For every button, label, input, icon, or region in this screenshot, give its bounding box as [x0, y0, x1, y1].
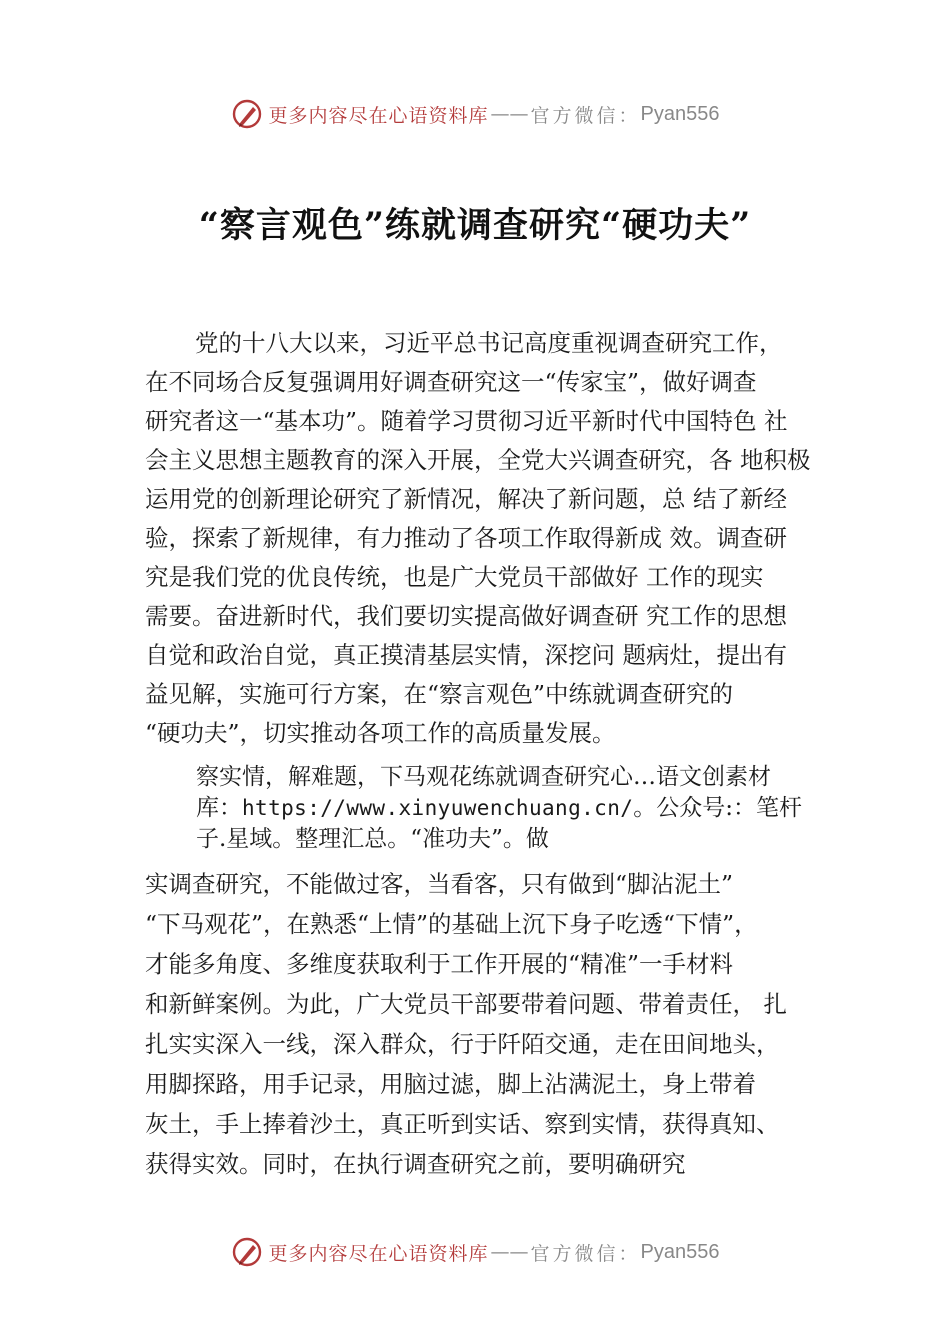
text-line: 和新鲜案例。为此，广大党员干部要带着问题、带着责任， 扎: [145, 990, 787, 1018]
text-line: “硬功夫”，切实推动各项工作的高质量发展。: [145, 719, 616, 747]
text-line: 究是我们党的优良传统，也是广大党员干部做好 工作的现实: [145, 563, 764, 591]
text-line: 在不同场合反复强调用好调查研究这一“传家宝”，做好调查: [145, 368, 757, 396]
paragraph-1: [145, 324, 810, 753]
banner-wechat-label: 官方微信：: [530, 1242, 641, 1265]
banner-wechat-id: Pyan556: [640, 102, 720, 125]
banner-wechat-label: 官方微信：: [530, 104, 641, 127]
text-line: 自觉和政治自觉，真正摸清基层实情，深挖问 题病灶，提出有: [145, 641, 787, 669]
text-fragment: 库：: [196, 795, 242, 821]
text-line: 用脚探路，用手记录，用脑过滤，脚上沾满泥土，身上带着: [145, 1070, 756, 1098]
pen-logo-icon: [231, 1236, 263, 1268]
text-line: 获得实效。同时，在执行调查研究之前，要明确研究: [145, 1150, 686, 1178]
paragraph-3: [145, 864, 787, 1184]
text-line: “下马观花”，在熟悉“上情”的基础上沉下身子吃透“下情”，: [145, 910, 758, 938]
banner-separator: ——: [490, 1241, 529, 1263]
text-line: 子.星域。整理汇总。“准功夫”。做: [196, 826, 549, 852]
header-banner: [0, 94, 950, 134]
text-line: 研究者这一“基本功”。随着学习贯彻习近平新时代中国特色 社: [145, 407, 788, 435]
text-line: 实调查研究，不能做过客，当看客，只有做到“脚沾泥土”: [145, 870, 734, 898]
banner-text: 更多内容尽在心语资料库: [268, 1242, 489, 1265]
source-url-link[interactable]: https://www.xinyuwenchuang.cn/: [242, 796, 634, 820]
banner-text: 更多内容尽在心语资料库: [268, 104, 489, 127]
text-fragment: 。公众号:：笔杆: [633, 795, 803, 821]
text-line: 会主义思想主题教育的深入开展，全党大兴调查研究，各 地积极: [145, 446, 811, 474]
text-line: 灰土，手上捧着沙土，真正听到实话、察到实情，获得真知、: [145, 1110, 780, 1138]
paragraph-2: [196, 762, 802, 855]
text-line: 运用党的创新理论研究了新情况，解决了新问题，总 结了新经: [145, 485, 787, 513]
text-line: 益见解，实施可行方案，在“察言观色”中练就调查研究的: [145, 680, 734, 708]
text-line: 才能多角度、多维度获取利于工作开展的“精准”一手材料: [145, 950, 734, 978]
footer-banner: [0, 1232, 950, 1272]
text-line: 扎实实深入一线，深入群众，行于阡陌交通，走在田间地头，: [145, 1030, 780, 1058]
banner-separator: ——: [490, 103, 529, 125]
text-line: 需要。奋进新时代，我们要切实提高做好调查研 究工作的思想: [145, 602, 787, 630]
text-line: 验，探索了新规律，有力推动了各项工作取得新成 效。调查研: [145, 524, 787, 552]
banner-wechat-id: Pyan556: [640, 1240, 720, 1263]
text-line: 察实情，解难题，下马观花练就调查研究心…语文创素材: [196, 764, 771, 790]
text-line: 党的十八大以来，习近平总书记高度重视调查研究工作，: [195, 329, 783, 357]
text-line: [196, 793, 802, 824]
pen-logo-icon: [231, 98, 263, 130]
document-title: “察言观色”练就调查研究“硬功夫”: [198, 205, 752, 246]
